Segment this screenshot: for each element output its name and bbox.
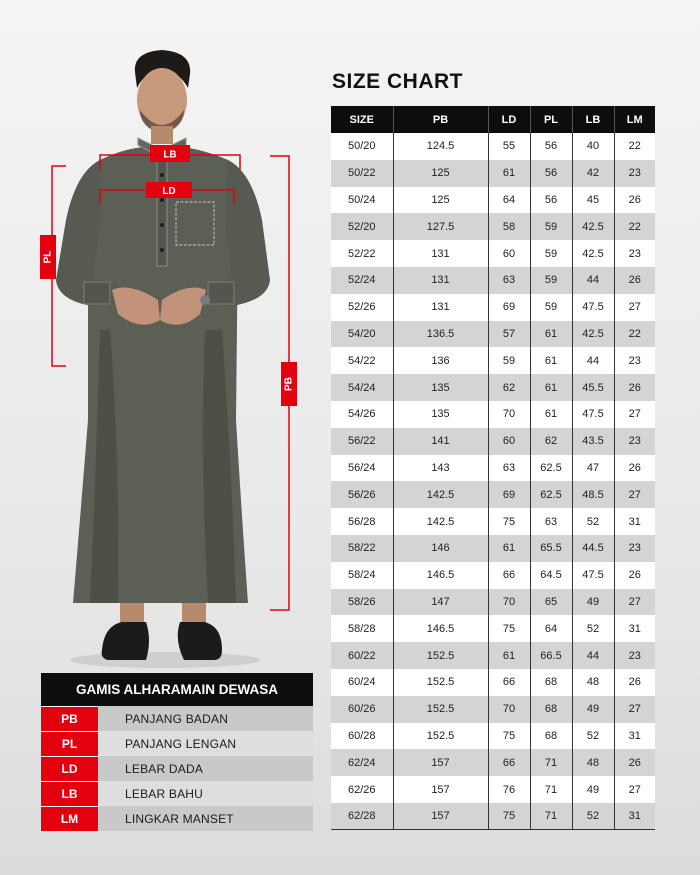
cell-lb: 44 bbox=[572, 642, 614, 669]
header-lm: LM bbox=[614, 106, 655, 133]
cell-lb: 42.5 bbox=[572, 213, 614, 240]
cell-size: 56/28 bbox=[331, 508, 393, 535]
legend-description: PANJANG LENGAN bbox=[125, 736, 237, 751]
header-pb: PB bbox=[393, 106, 488, 133]
cell-pl: 61 bbox=[530, 321, 572, 348]
cell-pl: 56 bbox=[530, 160, 572, 187]
cell-ld: 70 bbox=[488, 401, 530, 428]
cell-pb: 152.5 bbox=[393, 723, 488, 750]
cell-ld: 61 bbox=[488, 160, 530, 187]
cell-size: 58/22 bbox=[331, 535, 393, 562]
cell-size: 52/20 bbox=[331, 213, 393, 240]
cell-ld: 66 bbox=[488, 562, 530, 589]
cell-lm: 26 bbox=[614, 749, 655, 776]
cell-size: 54/24 bbox=[331, 374, 393, 401]
cell-pl: 71 bbox=[530, 803, 572, 830]
cell-ld: 75 bbox=[488, 803, 530, 830]
cell-lm: 23 bbox=[614, 428, 655, 455]
cell-lm: 23 bbox=[614, 347, 655, 374]
cell-ld: 75 bbox=[488, 508, 530, 535]
pb-tag: PB bbox=[283, 377, 295, 391]
cell-pl: 63 bbox=[530, 508, 572, 535]
cell-pl: 65.5 bbox=[530, 535, 572, 562]
cell-pl: 68 bbox=[530, 669, 572, 696]
cell-size: 52/26 bbox=[331, 294, 393, 321]
cell-size: 60/26 bbox=[331, 696, 393, 723]
cell-ld: 70 bbox=[488, 589, 530, 616]
cell-lb: 47 bbox=[572, 455, 614, 482]
cell-ld: 64 bbox=[488, 187, 530, 214]
header-lb: LB bbox=[572, 106, 614, 133]
cell-size: 60/22 bbox=[331, 642, 393, 669]
cell-pb: 146 bbox=[393, 535, 488, 562]
cell-pb: 157 bbox=[393, 749, 488, 776]
legend-code-badge: PB bbox=[41, 706, 98, 731]
cell-lb: 43.5 bbox=[572, 428, 614, 455]
size-chart-body bbox=[331, 133, 655, 830]
table-row bbox=[331, 187, 655, 214]
header-pl: PL bbox=[530, 106, 572, 133]
table-row bbox=[331, 749, 655, 776]
cell-pl: 62.5 bbox=[530, 455, 572, 482]
table-row bbox=[331, 696, 655, 723]
legend-list bbox=[41, 706, 313, 831]
cell-lm: 27 bbox=[614, 776, 655, 803]
legend-code-badge: LB bbox=[41, 781, 98, 806]
cell-pb: 141 bbox=[393, 428, 488, 455]
cell-lm: 26 bbox=[614, 669, 655, 696]
cell-pb: 146.5 bbox=[393, 562, 488, 589]
cell-pb: 142.5 bbox=[393, 508, 488, 535]
cell-pb: 152.5 bbox=[393, 696, 488, 723]
table-row bbox=[331, 803, 655, 830]
cell-ld: 63 bbox=[488, 267, 530, 294]
cell-pb: 131 bbox=[393, 240, 488, 267]
cell-lb: 47.5 bbox=[572, 562, 614, 589]
header-ld: LD bbox=[488, 106, 530, 133]
cell-size: 56/26 bbox=[331, 481, 393, 508]
cell-lb: 44 bbox=[572, 267, 614, 294]
pb-guide bbox=[270, 156, 297, 610]
legend-item bbox=[41, 781, 313, 806]
cell-pl: 62 bbox=[530, 428, 572, 455]
cell-lm: 27 bbox=[614, 696, 655, 723]
cell-ld: 61 bbox=[488, 535, 530, 562]
cell-lm: 23 bbox=[614, 240, 655, 267]
cell-pb: 143 bbox=[393, 455, 488, 482]
cell-pb: 136.5 bbox=[393, 321, 488, 348]
table-row bbox=[331, 213, 655, 240]
cell-lm: 26 bbox=[614, 562, 655, 589]
cell-size: 50/20 bbox=[331, 133, 393, 160]
cell-lb: 42.5 bbox=[572, 321, 614, 348]
cell-lb: 52 bbox=[572, 723, 614, 750]
cell-ld: 60 bbox=[488, 240, 530, 267]
cell-lm: 31 bbox=[614, 803, 655, 830]
cell-pb: 157 bbox=[393, 803, 488, 830]
cell-lm: 27 bbox=[614, 401, 655, 428]
table-row bbox=[331, 347, 655, 374]
cell-pl: 56 bbox=[530, 187, 572, 214]
cell-ld: 62 bbox=[488, 374, 530, 401]
cell-ld: 69 bbox=[488, 481, 530, 508]
right-shoe bbox=[178, 622, 222, 660]
legend-code-badge: PL bbox=[41, 731, 98, 756]
cell-size: 54/20 bbox=[331, 321, 393, 348]
left-shoe bbox=[102, 622, 149, 660]
cell-size: 62/26 bbox=[331, 776, 393, 803]
cell-lm: 22 bbox=[614, 213, 655, 240]
cell-ld: 75 bbox=[488, 723, 530, 750]
table-row bbox=[331, 401, 655, 428]
cell-ld: 75 bbox=[488, 615, 530, 642]
cell-lm: 27 bbox=[614, 589, 655, 616]
size-chart-title: SIZE CHART bbox=[332, 70, 463, 93]
legend-description: LINGKAR MANSET bbox=[125, 811, 234, 826]
table-row bbox=[331, 776, 655, 803]
cell-lb: 47.5 bbox=[572, 294, 614, 321]
cell-pb: 127.5 bbox=[393, 213, 488, 240]
cell-size: 52/22 bbox=[331, 240, 393, 267]
cell-size: 58/24 bbox=[331, 562, 393, 589]
table-row bbox=[331, 294, 655, 321]
cell-lm: 26 bbox=[614, 187, 655, 214]
cell-lm: 22 bbox=[614, 321, 655, 348]
cell-pl: 61 bbox=[530, 374, 572, 401]
size-chart-table bbox=[331, 106, 655, 830]
cell-lm: 23 bbox=[614, 642, 655, 669]
table-row bbox=[331, 481, 655, 508]
table-row bbox=[331, 240, 655, 267]
cell-pl: 56 bbox=[530, 133, 572, 160]
cell-pb: 136 bbox=[393, 347, 488, 374]
cell-lm: 31 bbox=[614, 723, 655, 750]
table-row bbox=[331, 133, 655, 160]
cell-pb: 125 bbox=[393, 160, 488, 187]
cell-ld: 76 bbox=[488, 776, 530, 803]
cell-lb: 45 bbox=[572, 187, 614, 214]
cell-lb: 48 bbox=[572, 749, 614, 776]
table-row bbox=[331, 615, 655, 642]
cell-pl: 59 bbox=[530, 240, 572, 267]
cell-size: 50/22 bbox=[331, 160, 393, 187]
abbreviation-legend bbox=[41, 673, 313, 831]
cell-size: 50/24 bbox=[331, 187, 393, 214]
cell-ld: 63 bbox=[488, 455, 530, 482]
cell-pb: 152.5 bbox=[393, 642, 488, 669]
header-size: SIZE bbox=[331, 106, 393, 133]
table-row bbox=[331, 267, 655, 294]
cell-lb: 45.5 bbox=[572, 374, 614, 401]
cell-lb: 42 bbox=[572, 160, 614, 187]
pl-tag: PL bbox=[42, 250, 54, 264]
lb-tag: LB bbox=[163, 149, 177, 161]
cell-ld: 66 bbox=[488, 749, 530, 776]
cell-ld: 57 bbox=[488, 321, 530, 348]
table-row bbox=[331, 374, 655, 401]
table-row bbox=[331, 642, 655, 669]
cell-ld: 55 bbox=[488, 133, 530, 160]
cell-ld: 60 bbox=[488, 428, 530, 455]
cell-lm: 23 bbox=[614, 160, 655, 187]
cell-ld: 59 bbox=[488, 347, 530, 374]
cell-lb: 49 bbox=[572, 589, 614, 616]
cell-lm: 27 bbox=[614, 481, 655, 508]
cell-lm: 23 bbox=[614, 535, 655, 562]
cell-pb: 135 bbox=[393, 374, 488, 401]
cell-size: 60/28 bbox=[331, 723, 393, 750]
legend-item bbox=[41, 731, 313, 756]
floor-shadow bbox=[70, 652, 260, 668]
table-row bbox=[331, 321, 655, 348]
cell-lb: 44 bbox=[572, 347, 614, 374]
cell-lb: 52 bbox=[572, 803, 614, 830]
table-header-row bbox=[331, 106, 655, 133]
cell-size: 60/24 bbox=[331, 669, 393, 696]
cell-lb: 40 bbox=[572, 133, 614, 160]
cell-ld: 66 bbox=[488, 669, 530, 696]
legend-item bbox=[41, 756, 313, 781]
cell-ld: 70 bbox=[488, 696, 530, 723]
cell-lb: 42.5 bbox=[572, 240, 614, 267]
cell-size: 54/22 bbox=[331, 347, 393, 374]
legend-code-badge: LD bbox=[41, 756, 98, 781]
cell-size: 56/22 bbox=[331, 428, 393, 455]
legend-description: LEBAR DADA bbox=[125, 761, 204, 776]
cell-pl: 71 bbox=[530, 776, 572, 803]
cell-size: 62/24 bbox=[331, 749, 393, 776]
cell-lm: 26 bbox=[614, 455, 655, 482]
legend-title: GAMIS ALHARAMAIN DEWASA bbox=[41, 673, 313, 706]
cell-ld: 61 bbox=[488, 642, 530, 669]
cell-lb: 44.5 bbox=[572, 535, 614, 562]
cell-lb: 47.5 bbox=[572, 401, 614, 428]
table-row bbox=[331, 723, 655, 750]
table-row bbox=[331, 562, 655, 589]
cell-lm: 26 bbox=[614, 374, 655, 401]
cell-pl: 59 bbox=[530, 267, 572, 294]
cell-pb: 131 bbox=[393, 294, 488, 321]
cell-pl: 64.5 bbox=[530, 562, 572, 589]
cell-pl: 71 bbox=[530, 749, 572, 776]
table-row bbox=[331, 455, 655, 482]
cell-ld: 69 bbox=[488, 294, 530, 321]
cell-pb: 157 bbox=[393, 776, 488, 803]
cell-pl: 68 bbox=[530, 696, 572, 723]
thobe-garment bbox=[56, 138, 270, 603]
cell-pl: 59 bbox=[530, 294, 572, 321]
cell-pl: 68 bbox=[530, 723, 572, 750]
cell-size: 62/28 bbox=[331, 803, 393, 830]
cell-pb: 147 bbox=[393, 589, 488, 616]
cell-size: 58/26 bbox=[331, 589, 393, 616]
cell-pb: 124.5 bbox=[393, 133, 488, 160]
cell-lm: 26 bbox=[614, 267, 655, 294]
cell-lb: 49 bbox=[572, 776, 614, 803]
cell-size: 54/26 bbox=[331, 401, 393, 428]
cell-pb: 135 bbox=[393, 401, 488, 428]
model-figure bbox=[0, 0, 320, 670]
cell-size: 56/24 bbox=[331, 455, 393, 482]
cell-size: 58/28 bbox=[331, 615, 393, 642]
legend-item bbox=[41, 706, 313, 731]
cell-pl: 61 bbox=[530, 401, 572, 428]
table-row bbox=[331, 508, 655, 535]
table-row bbox=[331, 160, 655, 187]
table-row bbox=[331, 589, 655, 616]
cell-pb: 142.5 bbox=[393, 481, 488, 508]
cell-pl: 61 bbox=[530, 347, 572, 374]
cell-lm: 27 bbox=[614, 294, 655, 321]
cell-lb: 49 bbox=[572, 696, 614, 723]
model-legs bbox=[102, 603, 222, 660]
legend-description: PANJANG BADAN bbox=[125, 711, 229, 726]
cell-ld: 58 bbox=[488, 213, 530, 240]
cell-size: 52/24 bbox=[331, 267, 393, 294]
cell-pb: 131 bbox=[393, 267, 488, 294]
cell-pb: 152.5 bbox=[393, 669, 488, 696]
cell-pl: 64 bbox=[530, 615, 572, 642]
legend-description: LEBAR BAHU bbox=[125, 786, 204, 801]
cell-lb: 48.5 bbox=[572, 481, 614, 508]
table-row bbox=[331, 535, 655, 562]
cell-lm: 31 bbox=[614, 615, 655, 642]
cell-pl: 62.5 bbox=[530, 481, 572, 508]
cell-lb: 52 bbox=[572, 508, 614, 535]
cell-lb: 52 bbox=[572, 615, 614, 642]
ld-tag: LD bbox=[162, 186, 176, 197]
cell-pl: 65 bbox=[530, 589, 572, 616]
cell-lm: 31 bbox=[614, 508, 655, 535]
table-row bbox=[331, 669, 655, 696]
cell-lb: 48 bbox=[572, 669, 614, 696]
cell-pl: 59 bbox=[530, 213, 572, 240]
cell-pb: 146.5 bbox=[393, 615, 488, 642]
table-row bbox=[331, 428, 655, 455]
cell-lm: 22 bbox=[614, 133, 655, 160]
legend-code-badge: LM bbox=[41, 806, 98, 831]
legend-item bbox=[41, 806, 313, 831]
model-head bbox=[135, 50, 190, 144]
cell-pl: 66.5 bbox=[530, 642, 572, 669]
cell-pb: 125 bbox=[393, 187, 488, 214]
